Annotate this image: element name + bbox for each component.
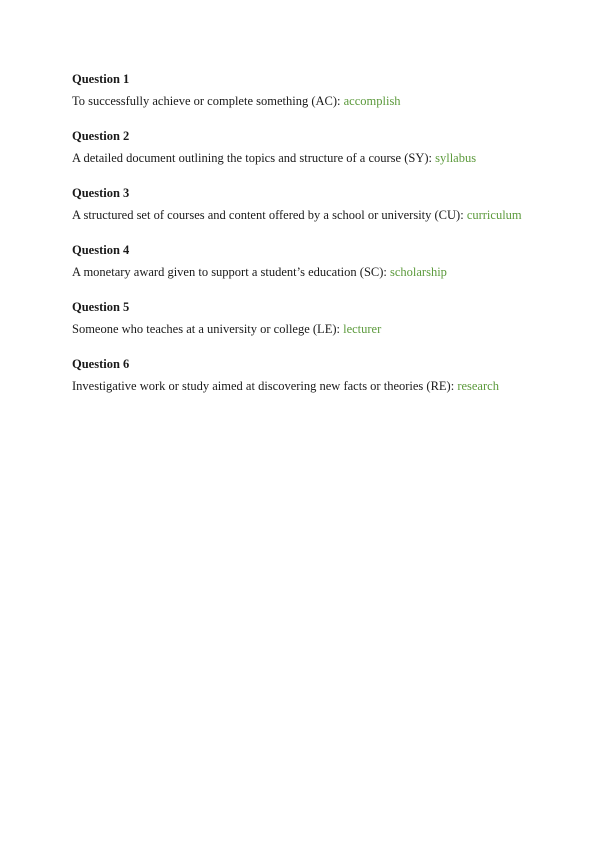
question-prompt: A structured set of courses and content offered by a school or university (CU):: [72, 208, 464, 222]
question-line: [72, 320, 542, 338]
question-answer: lecturer: [343, 322, 382, 336]
question-title: Question 3: [72, 186, 130, 200]
question-prompt: A monetary award given to support a student’s education (SC):: [72, 265, 387, 279]
question-line: [72, 149, 542, 167]
question-answer: curriculum: [466, 208, 522, 222]
question-answer: scholarship: [390, 265, 447, 279]
question-title: Question 2: [72, 129, 130, 143]
question-block-6: [72, 355, 542, 395]
worksheet-page: [72, 70, 542, 412]
question-line: [72, 92, 542, 110]
question-block-5: [72, 298, 542, 338]
question-prompt: Investigative work or study aimed at discovering new facts or theories (RE):: [72, 379, 455, 393]
question-answer: research: [457, 379, 499, 393]
question-block-3: [72, 184, 542, 224]
question-block-2: [72, 127, 542, 167]
question-line: [72, 206, 542, 224]
question-title: Question 6: [72, 357, 130, 371]
question-title: Question 1: [72, 72, 130, 86]
question-line: [72, 377, 542, 395]
question-block-4: [72, 241, 542, 281]
question-block-1: [72, 70, 542, 110]
question-prompt: To successfully achieve or complete something (AC):: [72, 94, 341, 108]
question-answer: accomplish: [343, 94, 401, 108]
question-line: [72, 263, 542, 281]
question-answer: syllabus: [435, 151, 477, 165]
question-prompt: A detailed document outlining the topics and structure of a course (SY):: [72, 151, 432, 165]
question-title: Question 5: [72, 300, 130, 314]
question-prompt: Someone who teaches at a university or college (LE):: [72, 322, 340, 336]
question-title: Question 4: [72, 243, 130, 257]
